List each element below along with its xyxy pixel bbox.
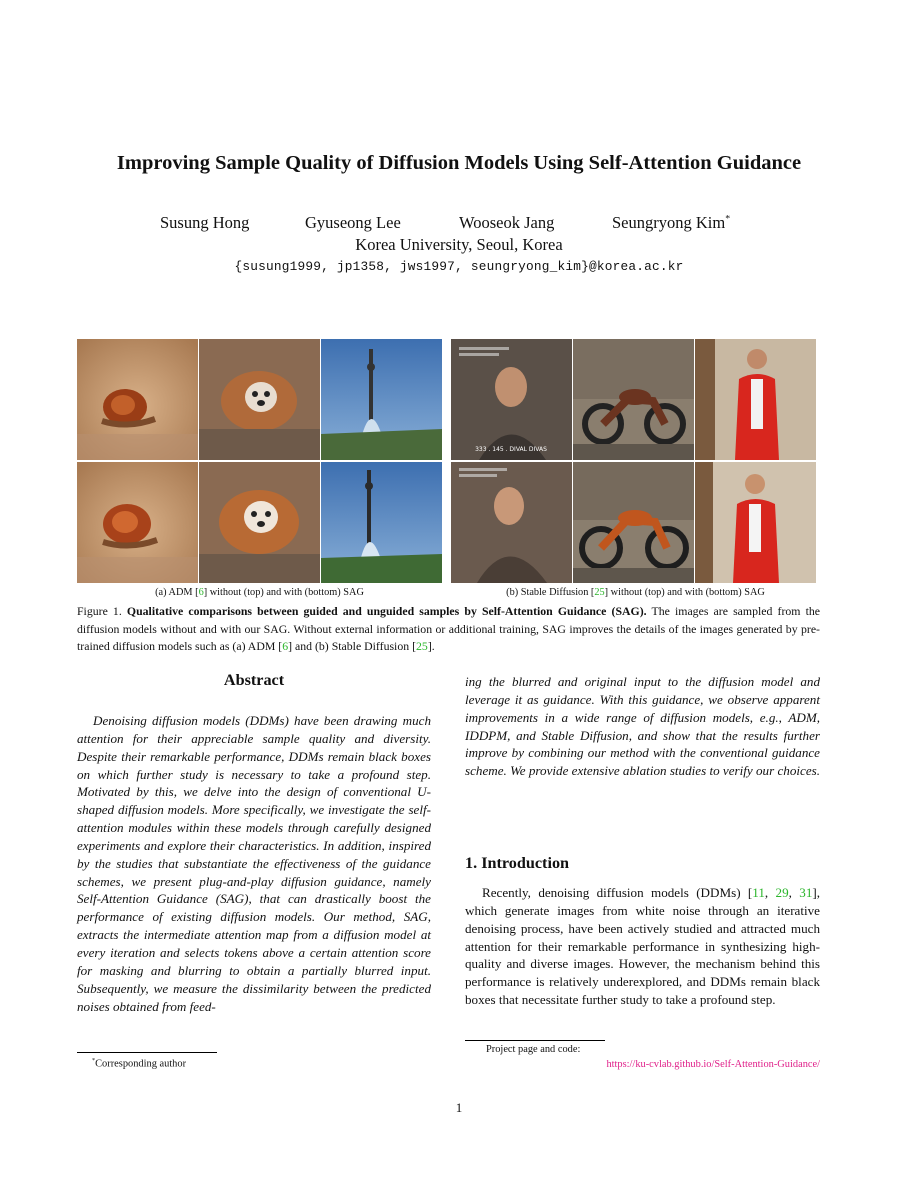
fountain-picture bbox=[321, 339, 442, 460]
abstract-text-right: ing the blurred and original input to the diffusion model and leverage it as guidance. With this guidance, we observe apparent improvements in a wide range of diffusion models, e.g., ADM, IDDPM, and Stable Diffusion, and show that the results further improve by combining our method with the conventional guidance scheme. We provide extensive ablation studies to verify our choices. bbox=[465, 674, 821, 779]
section-heading-introduction: 1. Introduction bbox=[465, 854, 570, 872]
citation-link[interactable]: 11 bbox=[752, 885, 765, 900]
abstract-heading: Abstract bbox=[223, 671, 285, 689]
dog-picture bbox=[199, 339, 320, 460]
author-3: Wooseok Jang bbox=[459, 213, 555, 232]
citation-link[interactable]: 29 bbox=[775, 885, 789, 900]
subcaption-b: (b) Stable Diffusion [25] without (top) and with (bottom) SAG bbox=[506, 587, 765, 598]
footnote-rule-left bbox=[77, 1052, 217, 1053]
footnote-corresponding: *Corresponding author bbox=[92, 1057, 187, 1070]
subcaption-a: (a) ADM [6] without (top) and with (bottom) SAG bbox=[155, 587, 364, 598]
man-image-bottom bbox=[451, 462, 572, 583]
author-4: Seungryong Kim* bbox=[612, 213, 731, 232]
woman-image-top bbox=[695, 339, 816, 460]
author-1: Susung Hong bbox=[160, 213, 250, 232]
fountain-picture bbox=[321, 462, 442, 583]
introduction-text: Recently, denoising diffusion models (DDMs) [11, 29, 31], which generate images from white noise through an iterative denoising process, have been actively studied and attracted much attention for their remarkable performance in synthesizing high-quality and diverse images. However, the mechanism behind this performance is relatively underexplored, and DDMs remain black boxes that necessitate further study to take a profound step. bbox=[465, 885, 821, 1008]
citation-link[interactable]: 25 bbox=[594, 587, 605, 598]
corresponding-mark: * bbox=[725, 213, 731, 225]
fountain-image-top bbox=[321, 339, 442, 460]
dog-image-bottom bbox=[199, 462, 320, 583]
snail-picture bbox=[77, 339, 198, 460]
woman-image-bottom bbox=[695, 462, 816, 583]
woman-picture bbox=[695, 339, 816, 460]
snail-picture bbox=[77, 462, 198, 583]
project-page-link[interactable]: https://ku-cvlab.github.io/Self-Attention-Guidance/ bbox=[606, 1059, 820, 1070]
figure-1 bbox=[77, 339, 820, 583]
citation-link[interactable]: 6 bbox=[198, 587, 204, 598]
footnote-rule-right bbox=[465, 1040, 605, 1041]
motorcycle-picture bbox=[573, 339, 694, 460]
citation-link[interactable]: 25 bbox=[416, 639, 428, 653]
affiliation: Korea University, Seoul, Korea bbox=[355, 235, 563, 254]
abstract-text-left: Denoising diffusion models (DDMs) have been drawing much attention for their appreciable sample quality and diversity. Despite their remarkable performance, DDMs remain black boxes on which further study is necessary to take a profound step. Motivated by this, we delve into the design of conventional U-shaped diffusion models. More specifically, we investigate the self-attention modules within these models through carefully designed experiments and explore their characteristics. In addition, inspired by the studies that substantiate the effectiveness of the guidance schemes, we present plug-and-play diffusion guidance, namely Self-Attention Guidance (SAG), that can drastically boost the performance of existing diffusion models. Our method, SAG, extracts the intermediate attention map from a diffusion model at every iteration and selects tokens above a certain attention score for masking and blurring to obtain a partially blurred input. Subsequently, we measure the dissimilarity between the predicted noises obtained from feed- bbox=[77, 713, 431, 1014]
motorcycle-image-bottom bbox=[573, 462, 694, 583]
man-picture bbox=[451, 462, 572, 583]
dog-picture bbox=[199, 462, 320, 583]
author-emails: {susung1999, jp1358, jws1997, seungryong_kim}@korea.ac.kr bbox=[234, 259, 684, 274]
snail-image-bottom bbox=[77, 462, 198, 583]
figure-caption: Figure 1. Qualitative comparisons between guided and unguided samples by Self-Attention Guidance (SAG). The images are sampled from the diffusion models without and with our SAG. Without external information or additional training, SAG improves the details of the images generated by pre-trained diffusion models such as (a) ADM [6] and (b) Stable Diffusion [25]. bbox=[77, 604, 820, 653]
footnote-project-label: Project page and code: bbox=[486, 1044, 581, 1055]
citation-link[interactable]: 6 bbox=[282, 639, 289, 653]
fountain-image-bottom bbox=[321, 462, 442, 583]
motorcycle-image-top bbox=[573, 339, 694, 460]
woman-picture bbox=[695, 462, 816, 583]
watermark-text: 333 . 145 . DIVAL DIVAS bbox=[475, 446, 547, 453]
paper-title: Improving Sample Quality of Diffusion Models Using Self-Attention Guidance bbox=[116, 152, 802, 174]
dog-image-top bbox=[199, 339, 320, 460]
snail-image-top bbox=[77, 339, 198, 460]
motorcycle-picture bbox=[573, 462, 694, 583]
page-number: 1 bbox=[455, 1100, 463, 1115]
man-image-top bbox=[451, 339, 572, 460]
man-picture bbox=[451, 339, 572, 460]
citation-link[interactable]: 31 bbox=[799, 885, 813, 900]
author-2: Gyuseong Lee bbox=[305, 213, 401, 232]
